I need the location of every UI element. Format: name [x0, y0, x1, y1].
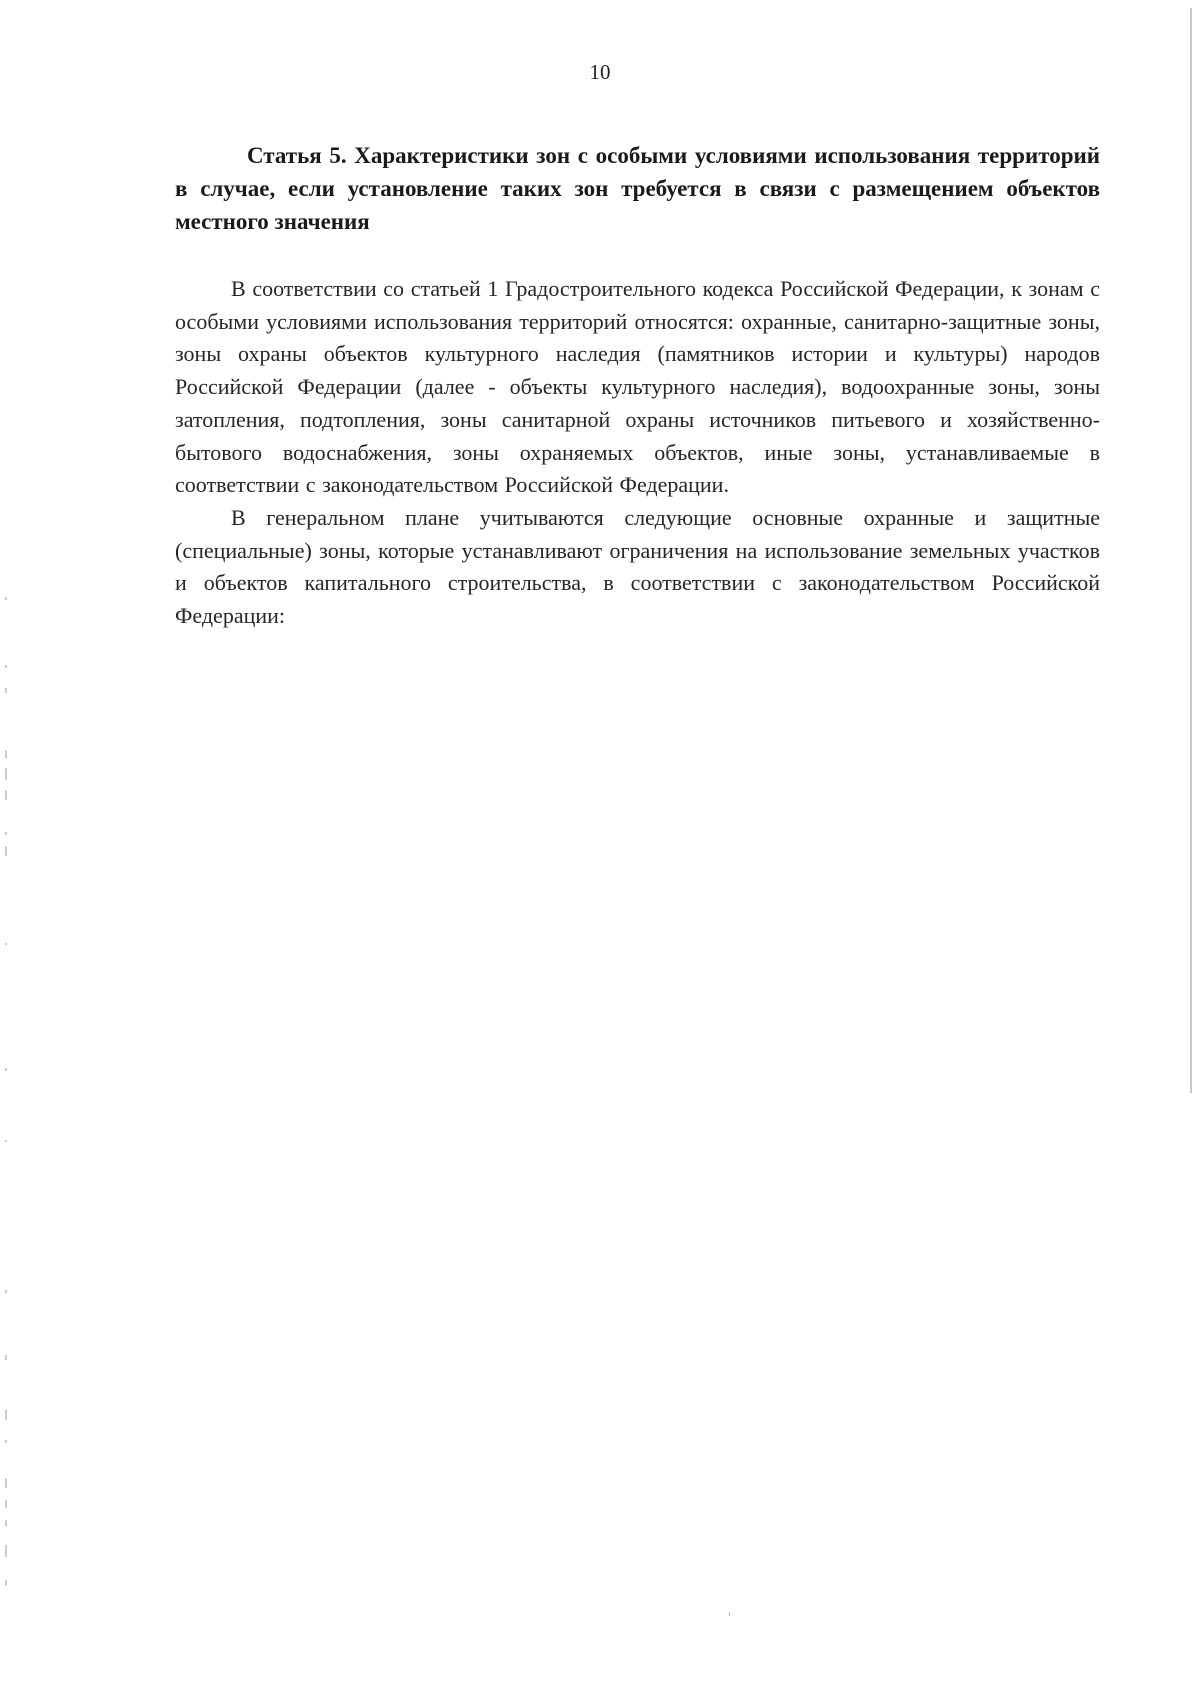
page-number: 10 [589, 60, 611, 84]
scan-mark [5, 1290, 7, 1293]
paragraph: В генеральном плане учитываются следующие основные охранные и защитные (специальные) зоны, которые устанавливают ограничения на использование земельных участков и объектов капитального строительства, в соответствии с законодательством Российской Федерации: [175, 504, 1100, 629]
scan-mark [5, 1410, 7, 1420]
scan-mark [5, 688, 7, 693]
scan-mark [5, 1068, 7, 1071]
scan-mark [5, 1500, 7, 1508]
scan-mark [5, 832, 7, 835]
scan-mark [5, 1580, 7, 1586]
scan-mark [5, 665, 7, 668]
document-body [175, 139, 1100, 633]
article-heading: Статья 5. Характеристики зон с особыми условиями использования территорий в случае, если установление таких зон требуется в связи с размещением объектов местного значения [175, 143, 1100, 234]
scan-mark [5, 1520, 7, 1526]
scan-mark [5, 1545, 7, 1557]
scan-mark [5, 790, 7, 800]
scan-mark [5, 750, 7, 758]
scan-mark [5, 768, 7, 780]
scan-mark [5, 1478, 7, 1488]
scan-mark [5, 597, 7, 600]
scan-mark [5, 846, 7, 856]
scan-mark [5, 1355, 7, 1360]
scan-mark [5, 1440, 7, 1443]
scan-mark [729, 1612, 730, 1616]
scan-mark [5, 943, 7, 945]
scan-edge-line [1190, 8, 1192, 1093]
paragraph: В соответствии со статьей 1 Градостроительного кодекса Российской Федерации, к зонам с особыми условиями использования территорий относятся: охранные, санитарно-защитные зоны, зоны охраны объектов культурного наследия (памятников истории и культуры) народов Российской Федерации (далее - объекты культурного наследия), водоохранные зоны, зоны затопления, подтопления, зоны санитарной охраны источников питьевого и хозяйственно-бытового водоснабжения, зоны охраняемых объектов, иные зоны, устанавливаемые в соответствии с законодательством Российской Федерации. [175, 276, 1100, 498]
scan-mark [5, 1140, 7, 1142]
